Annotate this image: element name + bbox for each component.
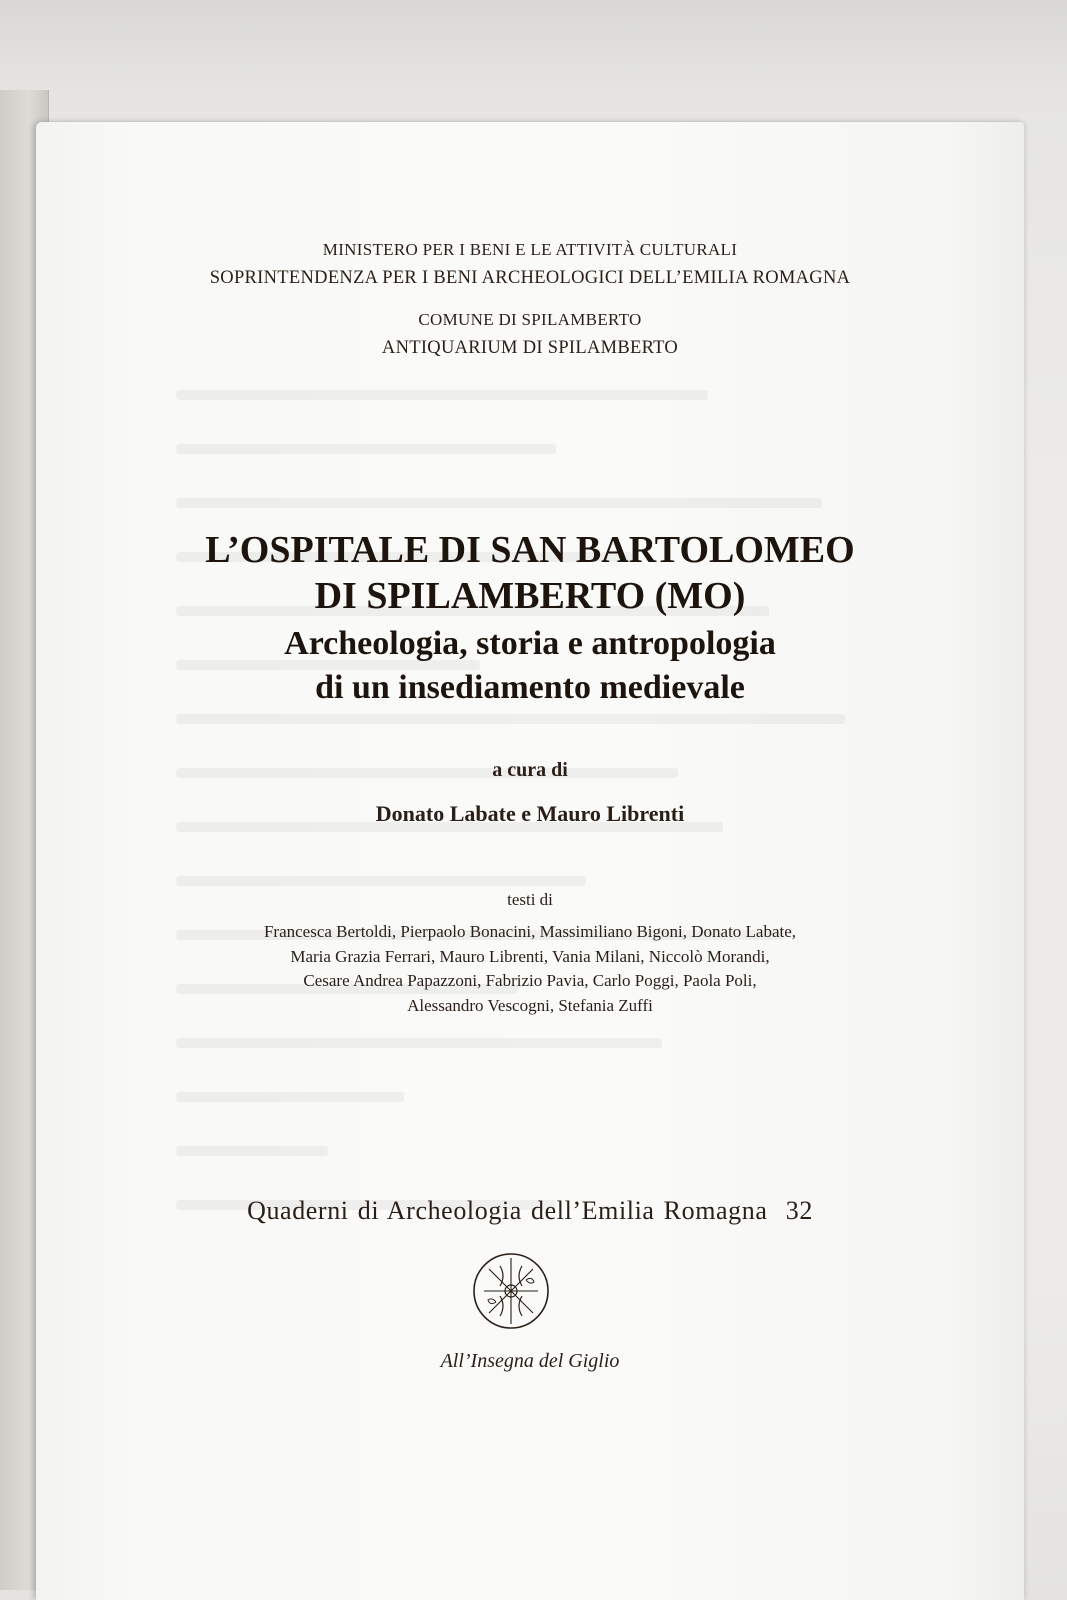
authors-line: Maria Grazia Ferrari, Mauro Librenti, Vania Milani, Niccolò Morandi, [290, 946, 770, 966]
book-title [36, 527, 1024, 619]
authors-line: Francesca Bertoldi, Pierpaolo Bonacini, Massimiliano Bigoni, Donato Labate, [263, 922, 797, 941]
authors-line: Cesare Andrea Papazzoni, Fabrizio Pavia, Carlo Poggi, Paola Poli, [303, 971, 757, 990]
ministry-heading: MINISTERO PER I BENI E LE ATTIVITÀ CULTURALI [322, 240, 738, 259]
book-title-line-1: L’OSPITALE DI SAN BARTOLOMEO [205, 529, 855, 571]
authors-line: Alessandro Vescogni, Stefania Zuffi [407, 995, 653, 1015]
publisher-logo-icon [470, 1250, 552, 1332]
editors-names: Donato Labate e Mauro Librenti [375, 801, 685, 826]
comune-heading: COMUNE DI SPILAMBERTO [418, 310, 642, 329]
authors-label: testi di [507, 890, 553, 909]
book-subtitle-line-1: Archeologia, storia e antropologia [284, 625, 776, 662]
series-title: Quaderni di Archeologia dell’Emilia Romagna 32 [247, 1196, 813, 1225]
soprintendenza-heading: SOPRINTENDENZA PER I BENI ARCHEOLOGICI DELL’EMILIA ROMAGNA [209, 268, 851, 288]
editors-label: a cura di [492, 759, 568, 781]
authors-list [36, 920, 1024, 1018]
publisher-name: All’Insegna del Giglio [440, 1350, 620, 1372]
book-title-line-2: DI SPILAMBERTO (MO) [314, 575, 746, 617]
book-subtitle [36, 622, 1024, 710]
book-subtitle-line-2: di un insediamento medievale [315, 669, 745, 706]
antiquarium-heading: ANTIQUARIUM DI SPILAMBERTO [381, 338, 679, 358]
title-page [36, 122, 1024, 1600]
